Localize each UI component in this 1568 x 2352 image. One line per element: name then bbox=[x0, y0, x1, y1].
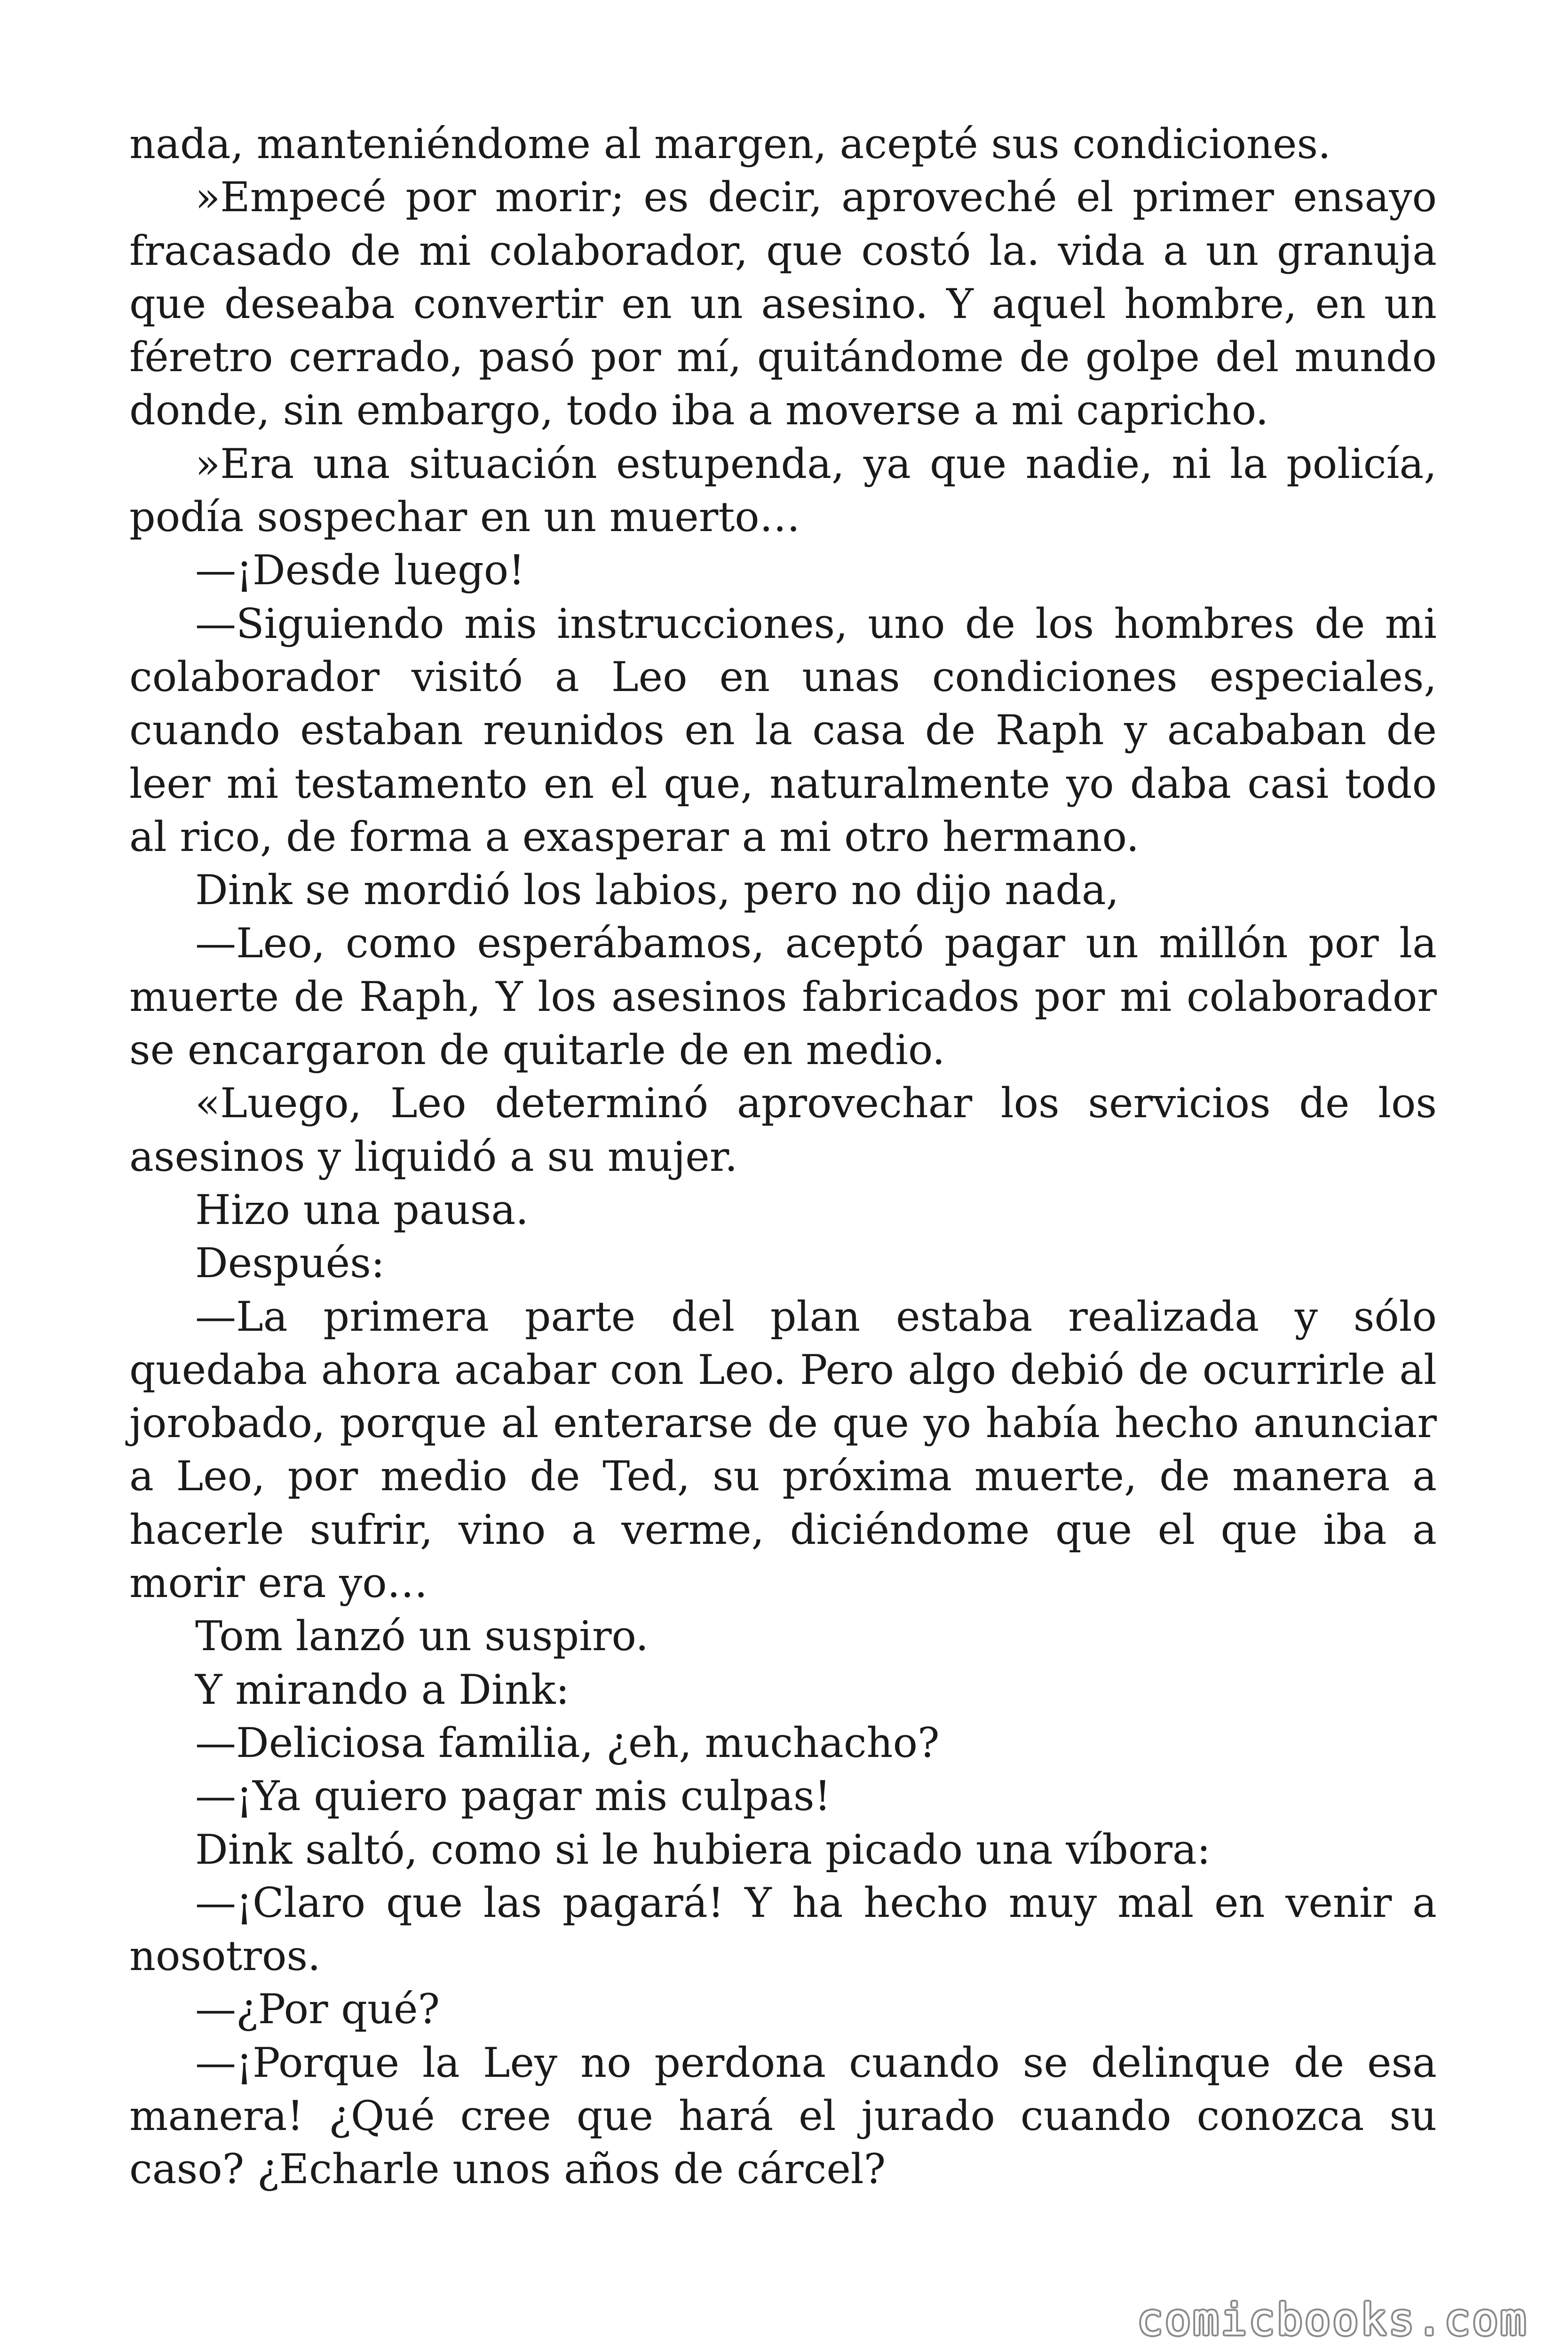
paragraph: Dink se mordió los labios, pero no dijo nada, bbox=[195, 866, 1119, 914]
paragraph: Y mirando a Dink: bbox=[195, 1665, 570, 1714]
body-text bbox=[129, 118, 1437, 2196]
paragraph: Tom lanzó un suspiro. bbox=[195, 1612, 649, 1661]
paragraph: Después: bbox=[195, 1239, 385, 1287]
paragraph: »Empecé por morir; es decir, aproveché el primer ensayo fracasado de mi colaborador, que costó la. vida a un granuja que deseaba convertir en un asesino. Y aquel hombre, en un féretro cerrado, pasó por mí, quitándome de golpe del mundo donde, sin embargo, todo iba a moverse a mi capricho. bbox=[129, 173, 1437, 435]
paragraph: —¡Ya quiero pagar mis culpas! bbox=[195, 1772, 831, 1820]
paragraph: —¡Desde luego! bbox=[195, 546, 525, 595]
paragraph: —¡Claro que las pagará! Y ha hecho muy mal en venir a nosotros. bbox=[129, 1878, 1437, 1980]
paragraph: —La primera parte del plan estaba realizada y sólo quedaba ahora acabar con Leo. Pero algo debió de ocurrirle al jorobado, porque al enterarse de que yo había hecho anunciar a Leo, por medio de Ted, su próxima muerte, de manera a hacerle sufrir, vino a verme, diciéndome que el que iba a morir era yo… bbox=[129, 1292, 1437, 1607]
paragraph: —¿Por qué? bbox=[195, 1985, 440, 2034]
paragraph: Dink saltó, como si le hubiera picado una víbora: bbox=[195, 1825, 1211, 1874]
paragraph: »Era una situación estupenda, ya que nadie, ni la policía, podía sospechar en un muerto… bbox=[129, 439, 1437, 541]
paragraph: —¡Porque la Ley no perdona cuando se delinque de esa manera! ¿Qué cree que hará el jurado cuando conozca su caso? ¿Echarle unos años de cárcel? bbox=[129, 2038, 1437, 2193]
paragraph: nada, manteniéndome al margen, acepté sus condiciones. bbox=[129, 120, 1331, 168]
paragraph: —Leo, como esperábamos, aceptó pagar un millón por la muerte de Raph, Y los asesinos fabricados por mi colaborador se encargaron de quitarle de en medio. bbox=[129, 919, 1437, 1074]
paragraph: «Luego, Leo determinó aprovechar los servicios de los asesinos y liquidó a su mujer. bbox=[129, 1079, 1437, 1181]
watermark: comicbooks.com bbox=[1137, 2295, 1528, 2345]
paragraph: —Siguiendo mis instrucciones, uno de los hombres de mi colaborador visitó a Leo en unas condiciones especiales, cuando estaban reunidos en la casa de Raph y acababan de leer mi testamento en el que, naturalmente yo daba casi todo al rico, de forma a exasperar a mi otro hermano. bbox=[129, 599, 1437, 861]
paragraph: —Deliciosa familia, ¿eh, muchacho? bbox=[195, 1718, 940, 1767]
paragraph: Hizo una pausa. bbox=[195, 1185, 529, 1234]
